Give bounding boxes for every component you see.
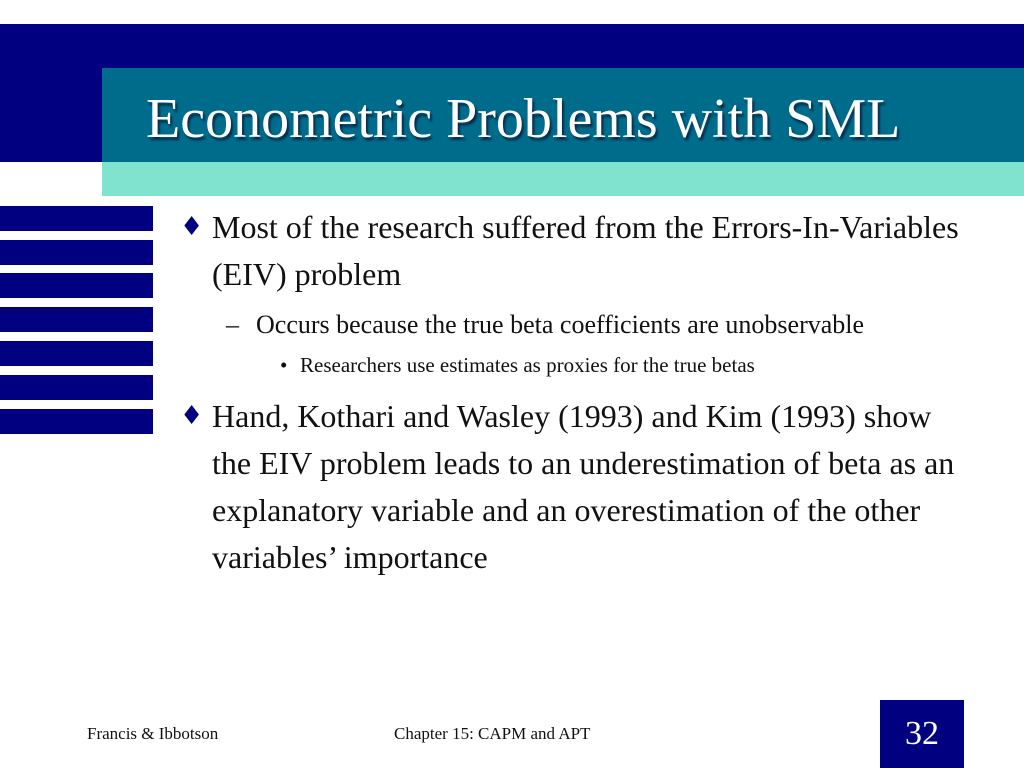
decorative-stripe	[0, 307, 153, 332]
bullet-text: Most of the research suffered from the Errors-In-Variables (EIV) problem	[212, 209, 959, 292]
slide-title: Econometric Problems with SML	[146, 88, 901, 150]
bullet-item	[180, 204, 960, 298]
sub-bullet-text: Occurs because the true beta coefficients are unobservable	[256, 310, 865, 339]
sub-sub-bullet-text: Researchers use estimates as proxies for the true betas	[300, 353, 755, 377]
diamond-bullet-icon: ♦	[180, 212, 204, 242]
footer-chapter: Chapter 15: CAPM and APT	[394, 724, 591, 743]
dot-bullet-icon: •	[280, 353, 288, 377]
decorative-stripe	[0, 341, 153, 366]
footer-author: Francis & Ibbotson	[87, 724, 219, 743]
dash-bullet-icon: –	[226, 310, 239, 339]
sub-sub-bullet-item	[180, 349, 960, 381]
header-accent-strip	[102, 162, 1024, 196]
decorative-stripe	[0, 409, 153, 434]
bullet-text: Hand, Kothari and Wasley (1993) and Kim (1993) show the EIV problem leads to an underestimation of beta as an explanatory variable and an overestimation of the other variables’ importance	[212, 398, 955, 575]
decorative-stripe	[0, 375, 153, 400]
page-number-box	[880, 700, 964, 768]
diamond-bullet-icon: ♦	[180, 401, 204, 431]
decorative-stripe	[0, 240, 153, 265]
bullet-item	[180, 393, 960, 581]
page-number: 32	[905, 715, 939, 752]
decorative-stripe	[0, 273, 153, 298]
slide-body	[180, 204, 960, 581]
sub-bullet-item	[180, 304, 960, 345]
decorative-stripe	[0, 206, 153, 231]
